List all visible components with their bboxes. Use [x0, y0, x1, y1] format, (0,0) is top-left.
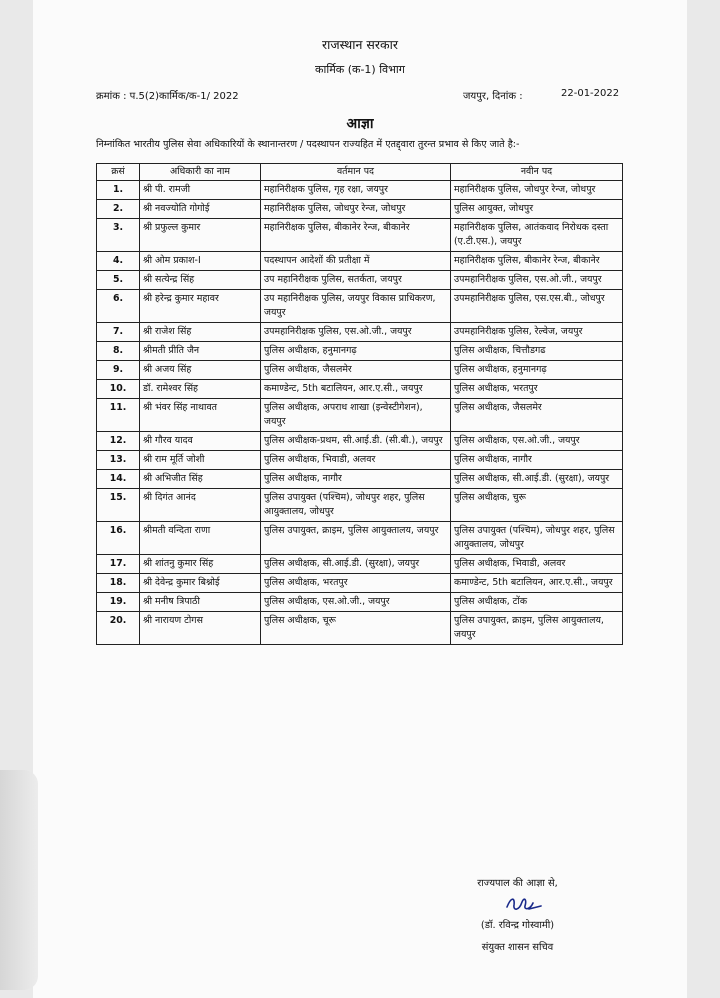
table-row	[97, 522, 623, 555]
cell-new-post: पुलिस अधीक्षक, सी.आई.डी. (सुरक्षा), जयपुर	[451, 470, 623, 489]
cell-new-post: पुलिस अधीक्षक, हनुमानगढ़	[451, 361, 623, 380]
cell-new-post: पुलिस आयुक्त, जोधपुर	[451, 200, 623, 219]
table-row	[97, 342, 623, 361]
cell-officer-name: श्री अभिजीत सिंह	[140, 470, 261, 489]
cell-officer-name: श्री अजय सिंह	[140, 361, 261, 380]
table-row	[97, 399, 623, 432]
cell-officer-name: श्री हरेन्द्र कुमार महावर	[140, 290, 261, 323]
cell-current-post: महानिरीक्षक पुलिस, जोधपुर रेन्ज, जोधपुर	[261, 200, 451, 219]
signature-scribble	[503, 893, 543, 915]
page-edge-shadow	[0, 770, 38, 990]
cell-officer-name: श्री दिगंत आनंद	[140, 489, 261, 522]
cell-new-post: पुलिस अधीक्षक, टोंक	[451, 593, 623, 612]
cell-current-post: उप महानिरीक्षक पुलिस, सतर्कता, जयपुर	[261, 271, 451, 290]
cell-serial: 5.	[97, 271, 140, 290]
cell-new-post: पुलिस उपायुक्त (पश्चिम), जोधपुर शहर, पुलिस आयुक्तालय, जोधपुर	[451, 522, 623, 555]
signatory-name: (डॉ. रविन्द्र गोस्वामी)	[480, 920, 555, 931]
cell-officer-name: श्री राजेश सिंह	[140, 323, 261, 342]
cell-new-post: पुलिस अधीक्षक, जैसलमेर	[451, 399, 623, 432]
cell-officer-name: श्री पी. रामजी	[140, 181, 261, 200]
cell-officer-name: श्री राम मूर्ति जोशी	[140, 451, 261, 470]
cell-current-post: पुलिस अधीक्षक-प्रथम, सी.आई.डी. (सी.बी.), जयपुर	[261, 432, 451, 451]
table-row	[97, 612, 623, 645]
cell-serial: 2.	[97, 200, 140, 219]
table-row	[97, 323, 623, 342]
cell-serial: 4.	[97, 252, 140, 271]
cell-serial: 16.	[97, 522, 140, 555]
cell-serial: 11.	[97, 399, 140, 432]
table-row	[97, 432, 623, 451]
cell-officer-name: श्री शांतनु कुमार सिंह	[140, 555, 261, 574]
cell-current-post: पुलिस अधीक्षक, भरतपुर	[261, 574, 451, 593]
table-row	[97, 489, 623, 522]
transfer-table	[96, 163, 623, 645]
table-row	[97, 470, 623, 489]
cell-current-post: पुलिस अधीक्षक, एस.ओ.जी., जयपुर	[261, 593, 451, 612]
cell-current-post: उपमहानिरीक्षक पुलिस, एस.ओ.जी., जयपुर	[261, 323, 451, 342]
header-current-post: वर्तमान पद	[261, 164, 451, 181]
cell-current-post: कमाण्डेन्ट, 5th बटालियन, आर.ए.सी., जयपुर	[261, 380, 451, 399]
signature-authority: राज्यपाल की आज्ञा से,	[477, 878, 558, 889]
cell-current-post: पुलिस उपायुक्त, क्राइम, पुलिस आयुक्तालय, जयपुर	[261, 522, 451, 555]
cell-serial: 1.	[97, 181, 140, 200]
cell-new-post: पुलिस उपायुक्त, क्राइम, पुलिस आयुक्तालय, जयपुर	[451, 612, 623, 645]
cell-officer-name: श्रीमती वन्दिता राणा	[140, 522, 261, 555]
cell-current-post: उप महानिरीक्षक पुलिस, जयपुर विकास प्राधिकरण, जयपुर	[261, 290, 451, 323]
table-row	[97, 380, 623, 399]
order-place-label: जयपुर, दिनांक :	[463, 91, 523, 102]
cell-current-post: पुलिस अधीक्षक, अपराध शाखा (इन्वेस्टीगेशन), जयपुर	[261, 399, 451, 432]
cell-new-post: पुलिस अधीक्षक, चित्तौडगढ	[451, 342, 623, 361]
table-header-row	[97, 164, 623, 181]
table-row	[97, 451, 623, 470]
cell-current-post: पुलिस अधीक्षक, सी.आई.डी. (सुरक्षा), जयपुर	[261, 555, 451, 574]
header-new-post: नवीन पद	[451, 164, 623, 181]
cell-new-post: पुलिस अधीक्षक, भिवाडी, अलवर	[451, 555, 623, 574]
cell-current-post: महानिरीक्षक पुलिस, बीकानेर रेन्ज, बीकानेर	[261, 219, 451, 252]
cell-serial: 19.	[97, 593, 140, 612]
cell-officer-name: श्रीमती प्रीति जैन	[140, 342, 261, 361]
order-date: 22-01-2022	[561, 88, 620, 99]
cell-new-post: पुलिस अधीक्षक, एस.ओ.जी., जयपुर	[451, 432, 623, 451]
cell-serial: 13.	[97, 451, 140, 470]
cell-serial: 7.	[97, 323, 140, 342]
cell-new-post: पुलिस अधीक्षक, चुरू	[451, 489, 623, 522]
department-heading: कार्मिक (क-1) विभाग	[315, 63, 405, 76]
cell-new-post: पुलिस अधीक्षक, नागौर	[451, 451, 623, 470]
table-row	[97, 200, 623, 219]
cell-serial: 12.	[97, 432, 140, 451]
cell-current-post: पुलिस अधीक्षक, नागौर	[261, 470, 451, 489]
table-row	[97, 252, 623, 271]
cell-new-post: महानिरीक्षक पुलिस, जोधपुर रेन्ज, जोधपुर	[451, 181, 623, 200]
cell-serial: 3.	[97, 219, 140, 252]
cell-new-post: उपमहानिरीक्षक पुलिस, रेल्वेज, जयपुर	[451, 323, 623, 342]
cell-current-post: पुलिस उपायुक्त (पश्चिम), जोधपुर शहर, पुलिस आयुक्तालय, जोधपुर	[261, 489, 451, 522]
signatory-designation: संयुक्त शासन सचिव	[481, 942, 554, 953]
cell-current-post: पुलिस अधीक्षक, हनुमानगढ़	[261, 342, 451, 361]
table-row	[97, 219, 623, 252]
cell-new-post: महानिरीक्षक पुलिस, आतंकवाद निरोधक दस्ता (ए.टी.एस.), जयपुर	[451, 219, 623, 252]
table-row	[97, 271, 623, 290]
table-row	[97, 290, 623, 323]
cell-current-post: पुलिस अधीक्षक, भिवाडी, अलवर	[261, 451, 451, 470]
cell-serial: 10.	[97, 380, 140, 399]
cell-serial: 8.	[97, 342, 140, 361]
cell-officer-name: डॉ. रामेश्वर सिंह	[140, 380, 261, 399]
table-row	[97, 361, 623, 380]
cell-officer-name: श्री गौरव यादव	[140, 432, 261, 451]
cell-new-post: महानिरीक्षक पुलिस, बीकानेर रेन्ज, बीकानेर	[451, 252, 623, 271]
table-row	[97, 181, 623, 200]
header-officer-name: अधिकारी का नाम	[140, 164, 261, 181]
cell-current-post: पुलिस अधीक्षक, जैसलमेर	[261, 361, 451, 380]
cell-serial: 14.	[97, 470, 140, 489]
order-title: आज्ञा	[346, 116, 374, 132]
cell-officer-name: श्री नारायण टोगस	[140, 612, 261, 645]
cell-officer-name: श्री ओम प्रकाश-I	[140, 252, 261, 271]
cell-serial: 20.	[97, 612, 140, 645]
cell-serial: 18.	[97, 574, 140, 593]
cell-new-post: उपमहानिरीक्षक पुलिस, एस.ओ.जी., जयपुर	[451, 271, 623, 290]
cell-officer-name: श्री भंवर सिंह नाथावत	[140, 399, 261, 432]
header-serial: क्रसं	[97, 164, 140, 181]
cell-new-post: कमाण्डेन्ट, 5th बटालियन, आर.ए.सी., जयपुर	[451, 574, 623, 593]
cell-current-post: पुलिस अधीक्षक, चूरू	[261, 612, 451, 645]
table-body	[97, 181, 623, 645]
government-heading: राजस्थान सरकार	[322, 37, 398, 52]
cell-serial: 6.	[97, 290, 140, 323]
cell-serial: 9.	[97, 361, 140, 380]
cell-current-post: महानिरीक्षक पुलिस, गृह रक्षा, जयपुर	[261, 181, 451, 200]
cell-new-post: उपमहानिरीक्षक पुलिस, एस.एस.बी., जोधपुर	[451, 290, 623, 323]
cell-officer-name: श्री सत्येन्द्र सिंह	[140, 271, 261, 290]
order-intro: निम्नांकित भारतीय पुलिस सेवा अधिकारियों के स्थानान्तरण / पदस्थापन राज्यहित में एतद्द्वारा तुरन्त प्रभाव से किए जाते है:-	[96, 139, 520, 150]
order-number: क्रमांक : प.5(2)कार्मिक/क-1/ 2022	[96, 91, 239, 102]
cell-current-post: पदस्थापन आदेशों की प्रतीक्षा में	[261, 252, 451, 271]
cell-officer-name: श्री प्रफुल्ल कुमार	[140, 219, 261, 252]
cell-new-post: पुलिस अधीक्षक, भरतपुर	[451, 380, 623, 399]
table-row	[97, 574, 623, 593]
table-row	[97, 555, 623, 574]
cell-officer-name: श्री नवज्योति गोगोई	[140, 200, 261, 219]
cell-officer-name: श्री मनीष त्रिपाठी	[140, 593, 261, 612]
cell-serial: 17.	[97, 555, 140, 574]
table-row	[97, 593, 623, 612]
cell-serial: 15.	[97, 489, 140, 522]
cell-officer-name: श्री देवेन्द्र कुमार बिश्नोई	[140, 574, 261, 593]
